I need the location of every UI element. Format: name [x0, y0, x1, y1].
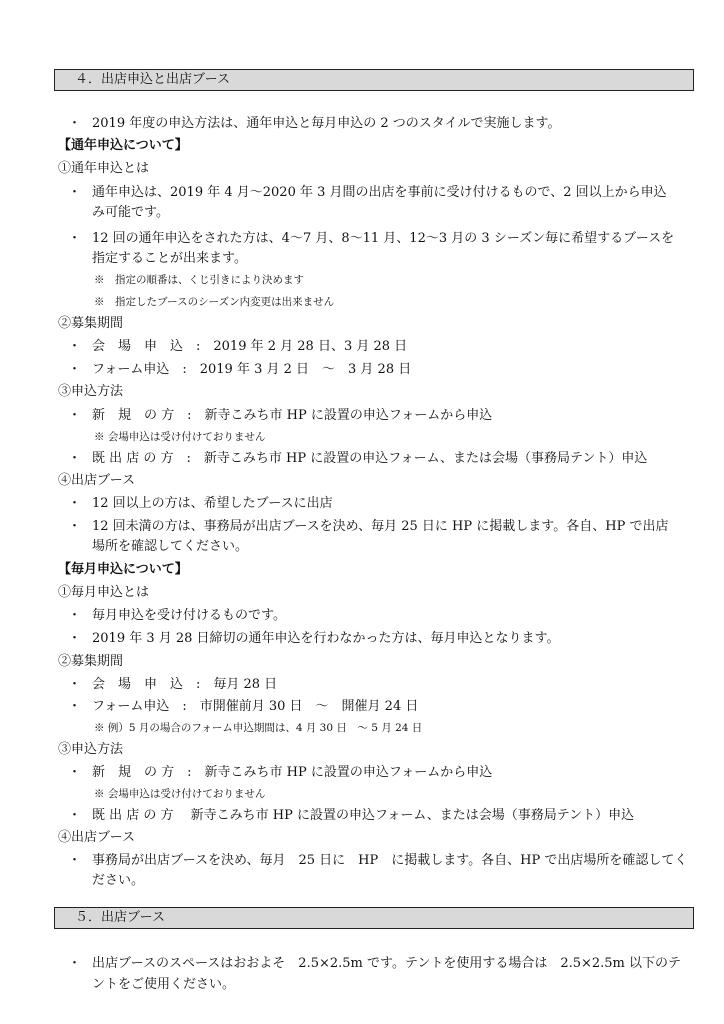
annual-q2: ②募集期間 [58, 316, 124, 331]
bullet: ・ [68, 362, 82, 377]
annual-q1: ①通年申込とは [58, 161, 150, 176]
annual-booth1: 12 回以上の方は、希望したブースに出店 [92, 496, 333, 511]
monthly-b1: 毎月申込を受け付けるものです。 [92, 608, 286, 623]
bullet: ・ [68, 339, 82, 354]
annual-booth2-line1: 12 回未満の方は、事務局が出店ブースを決め、毎月 25 日に HP に掲載します。各自、HP で出店 [92, 519, 669, 534]
monthly-b2: 2019 年 3 月 28 日締切の通年申込を行わなかった方は、毎月申込となります。 [92, 631, 560, 646]
annual-heading: 【通年申込について】 [58, 138, 188, 153]
bullet: ・ [68, 116, 82, 131]
monthly-heading: 【毎月申込について】 [58, 562, 188, 577]
monthly-booth-line2: ださい。 [92, 873, 145, 888]
annual-method1-note: ※ 会場申込は受け付けておりません [94, 431, 266, 443]
annual-q3: ③申込方法 [58, 384, 124, 399]
annual-b2-line2: 指定することが出来ます。 [92, 251, 247, 266]
annual-b2-line1: 12 回の通年申込をされた方は、4～7 月、8～11 月、12～3 月の 3 シーズン毎に希望するブースを [92, 231, 675, 246]
section-5-header [54, 907, 694, 929]
annual-note2: ※ 指定したブースのシーズン内変更は出来ません [94, 296, 335, 308]
bullet: ・ [68, 853, 82, 868]
monthly-q1: ①毎月申込とは [58, 585, 150, 600]
bullet: ・ [68, 496, 82, 511]
monthly-period2: フォーム申込 : 市開催前月 30 日 ～ 開催月 24 日 [92, 699, 419, 714]
section5-text-line2: ントをご使用ください。 [92, 977, 236, 992]
section-5-title: ５．出店ブース [75, 910, 165, 925]
section-4-title: ４．出店申込と出店ブース [75, 72, 230, 87]
bullet: ・ [68, 231, 82, 246]
annual-q4: ④出店ブース [58, 473, 135, 488]
intro-text: 2019 年度の申込方法は、通年申込と毎月申込の 2 つのスタイルで実施します。 [92, 116, 561, 131]
bullet: ・ [68, 631, 82, 646]
bullet: ・ [68, 765, 82, 780]
bullet: ・ [68, 408, 82, 423]
bullet: ・ [68, 451, 82, 466]
monthly-period1: 会 場 申 込 : 毎月 28 日 [92, 677, 278, 692]
annual-method1: 新 規 の 方 : 新寺こみち市 HP に設置の申込フォームから申込 [92, 408, 493, 423]
monthly-q4: ④出店ブース [58, 830, 135, 845]
annual-note1: ※ 指定の順番は、くじ引きにより決めます [94, 274, 304, 286]
monthly-method1: 新 規 の 方 : 新寺こみち市 HP に設置の申込フォームから申込 [92, 765, 493, 780]
monthly-period-note: ※ 例）5 月の場合のフォーム申込期間は、4 月 30 日 ～ 5 月 24 日 [94, 722, 423, 734]
monthly-method2: 既 出 店 の 方 新寺こみち市 HP に設置の申込フォーム、または会場（事務局テント）申込 [92, 808, 635, 823]
bullet: ・ [68, 808, 82, 823]
bullet: ・ [68, 699, 82, 714]
annual-b1-line1: 通年申込は、2019 年 4 月～2020 年 3 月間の出店を事前に受け付けるもので、2 回以上から申込 [92, 185, 667, 200]
annual-period2: フォーム申込 : 2019 年 3 月 2 日 ～ 3 月 28 日 [92, 362, 412, 377]
section-4-header [54, 69, 694, 91]
monthly-method1-note: ※ 会場申込は受け付けておりません [94, 788, 266, 800]
annual-period1: 会 場 申 込 : 2019 年 2 月 28 日、3 月 28 日 [92, 339, 408, 354]
annual-booth2-line2: 場所を確認してください。 [92, 539, 249, 554]
annual-method2: 既 出 店 の 方 : 新寺こみち市 HP に設置の申込フォーム、または会場（事務局テント）申込 [92, 451, 648, 466]
bullet: ・ [68, 185, 82, 200]
bullet: ・ [68, 608, 82, 623]
bullet: ・ [68, 519, 82, 534]
bullet: ・ [68, 956, 82, 971]
monthly-q2: ②募集期間 [58, 654, 124, 669]
bullet: ・ [68, 677, 82, 692]
monthly-q3: ③申込方法 [58, 742, 124, 757]
monthly-booth-line1: 事務局が出店ブースを決め、毎月 25 日に HP に掲載します。各自、HP で出店場所を確認してく [92, 853, 688, 868]
annual-b1-line2: み可能です。 [92, 205, 169, 220]
section5-text-line1: 出店ブースのスペースはおおよそ 2.5×2.5m です。テントを使用する場合は 2.5×2.5m 以下のテ [92, 956, 682, 971]
